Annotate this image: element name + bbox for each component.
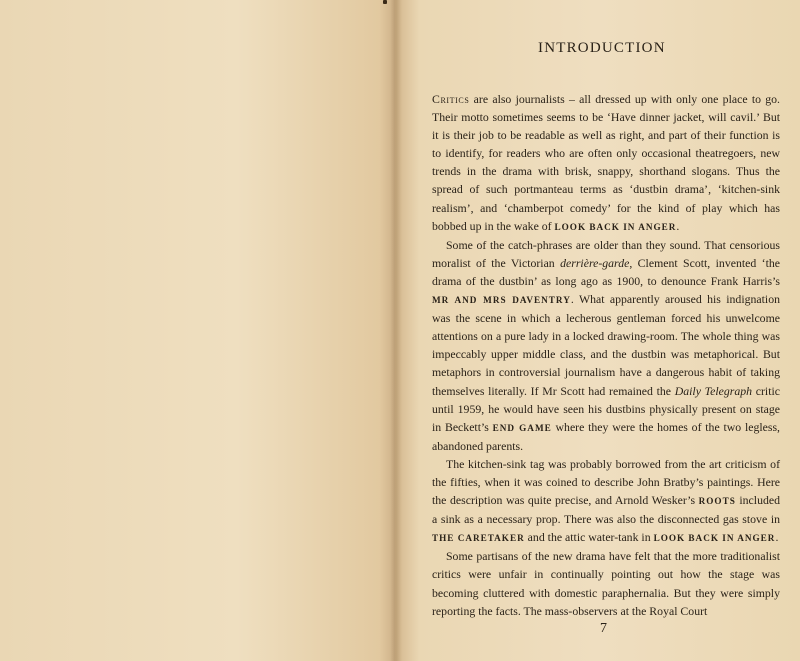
text-run: The kitchen-sink tag was probably borrowed from the art criticism of the fifties, when it was coined to describe John Bratby’s paintings. Here the description was quite precise, and Arnold Wesker’s	[432, 456, 780, 508]
text-run: and the attic water-tank in	[524, 530, 654, 545]
text-run: Some of the catch-phrases are older than they sound. That censorious moralist of the Victorian	[432, 237, 780, 270]
text-run: critic until 1959, he would have seen his dustbins physically present on stage in Beckett’s	[432, 383, 780, 434]
text-run: derrière-garde	[560, 255, 630, 270]
text-run: Critics	[432, 92, 470, 106]
text-run: Some partisans of the new drama have felt that the more traditionalist critics were unfair in continually pointing out how the stage was becoming cluttered with domestic paraphernalia. But they were simply reporting the facts. The mass-observers at the Royal Court	[432, 549, 780, 618]
text-run: .	[775, 530, 779, 545]
text-run: THE CARETAKER	[432, 533, 525, 544]
text-run: LOOK BACK IN ANGER	[554, 221, 677, 232]
left-page	[0, 0, 395, 661]
paragraph-3	[432, 455, 780, 547]
running-head: INTRODUCTION	[538, 40, 666, 56]
paragraph-2	[432, 236, 780, 455]
body-text	[432, 90, 780, 620]
text-run: ROOTS	[698, 496, 736, 507]
text-run: where they were the homes of the two legless, abandoned parents.	[432, 419, 780, 453]
text-run: . What apparently aroused his indignation was the scene in which a lecherous gentleman forced his unwelcome attentions on a pure lady in a locked drawing-room. The whole thing was impeccably upper middle class, and the dustbin was metaphorical. But metaphors in controversial journalism have a dangerous habit of taking themselves literally. If Mr Scott had remained the	[432, 292, 780, 398]
text-run: MR AND MRS DAVENTRY	[432, 295, 571, 306]
text-run: .	[676, 218, 680, 233]
page-number: 7	[600, 621, 607, 636]
text-run: , Clement Scott, invented ‘the drama of the dustbin’ as long ago as 1900, to denounce Frank Harris’s	[432, 255, 780, 288]
paragraph-4	[432, 547, 780, 619]
text-run: Daily Telegraph	[674, 383, 753, 398]
text-run: included a sink as a necessary prop. There was also the disconnected gas stove in	[432, 493, 781, 527]
paragraph-1	[432, 90, 780, 236]
text-run: are also journalists – all dressed up with only one place to go. Their motto sometimes seems to be ‘Have dinner jacket, will cavil.’ But it is their job to be readable as well as right, and part of their function is to identify, for readers who are often only occasional theatregoers, new trends in the drama with brisk, snappy, shorthand slogans. Thus the spread of such portmanteau terms as ‘dustbin drama’, ‘kitchen-sink realism’, and ‘chamberpot comedy’ for the kind of play which has bobbed up in the wake of	[432, 92, 780, 233]
page-speck	[383, 0, 387, 4]
text-run: LOOK BACK IN ANGER	[653, 533, 776, 544]
text-run: END GAME	[492, 422, 552, 433]
book-gutter	[390, 0, 402, 661]
